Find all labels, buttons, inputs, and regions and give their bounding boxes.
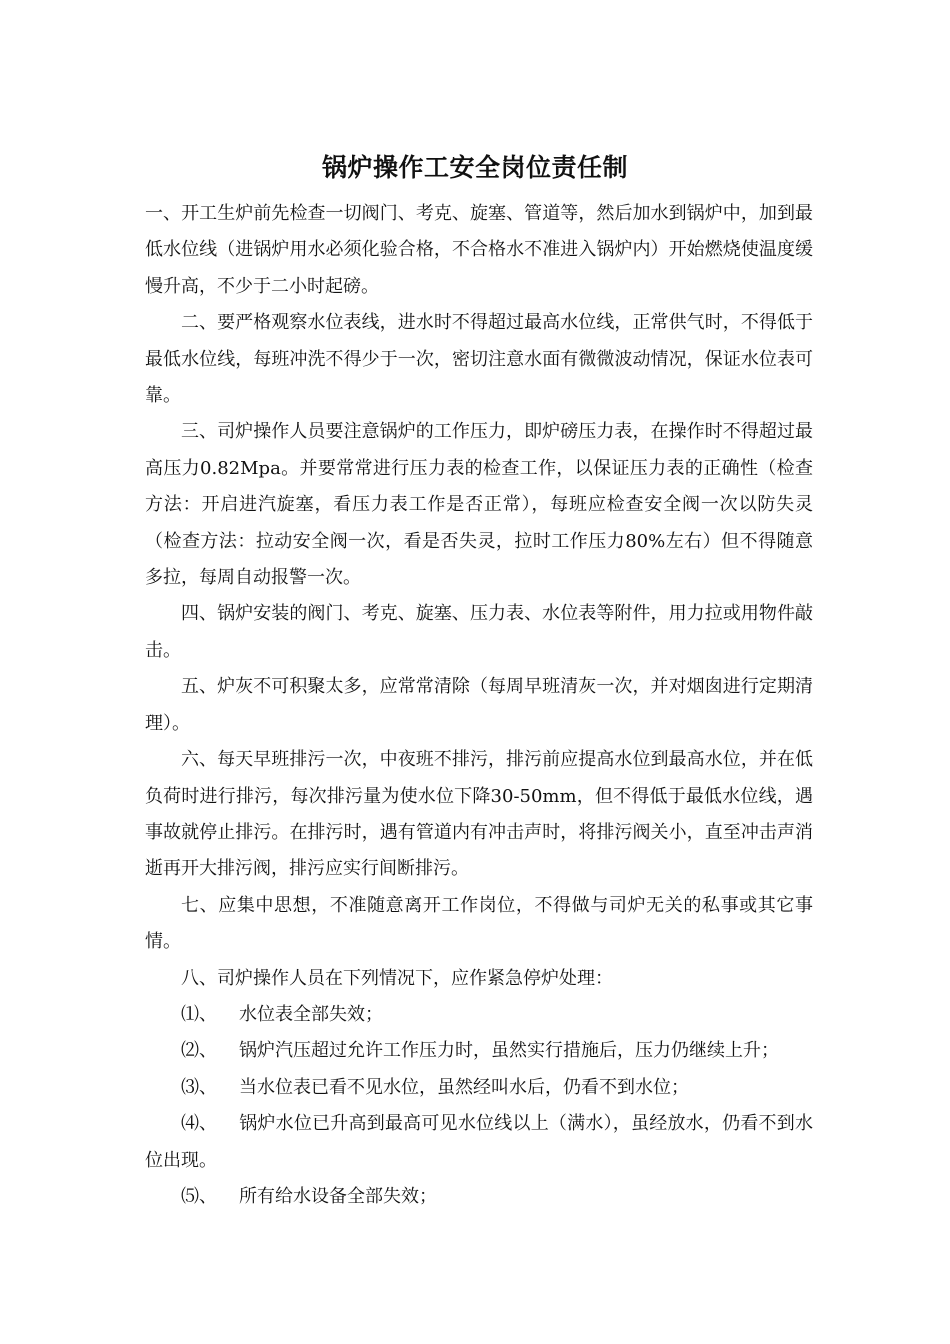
document-title: 锅炉操作工安全岗位责任制 [321, 153, 628, 182]
list-item [145, 1033, 813, 1069]
paragraph-6: 六、每天早班排污一次，中夜班不排污，排污前应提高水位到最高水位，并在低负荷时进行排污，每次排污量为使水位下降30-50mm，但不得低于最低水位线，遇事故就停止排污。在排污时，遇有管道内有冲击声时，将排污阀关小，直至冲击声消逝再开大排污阀，排污应实行间断排污。 [145, 749, 813, 880]
paragraph-3: 三、司炉操作人员要注意锅炉的工作压力，即炉磅压力表，在操作时不得超过最高压力0.82Mpa。并要常常进行压力表的检查工作，以保证压力表的正确性（检查方法：开启进汽旋塞，看压力表工作是否正常），每班应检查安全阀一次以防失灵（检查方法：拉动安全阀一次，看是否失灵，拉时工作压力80%左右）但不得随意多拉，每周自动报警一次。 [145, 421, 813, 589]
paragraph-2: 二、要严格观察水位表线，进水时不得超过最高水位线，正常供气时，不得低于最低水位线，每班冲洗不得少于一次，密切注意水面有微微波动情况，保证水位表可靠。 [145, 312, 813, 407]
list-item-text: 锅炉汽压超过允许工作压力时，虽然实行措施后，压力仍继续上升； [239, 1040, 779, 1062]
list-item [145, 997, 813, 1033]
paragraph-4: 四、锅炉安装的阀门、考克、旋塞、压力表、水位表等附件，用力拉或用物件敲击。 [145, 603, 813, 661]
paragraph-5: 五、炉灰不可积聚太多，应常常清除（每周早班清灰一次，并对烟囱进行定期清理）。 [145, 676, 813, 734]
list-item-number: ⑸、 [181, 1185, 217, 1207]
paragraph-1: 一、开工生炉前先检查一切阀门、考克、旋塞、管道等，然后加水到锅炉中，加到最低水位线（进锅炉用水必须化验合格，不合格水不准进入锅炉内）开始燃烧使温度缓慢升高，不少于二小时起磅。 [145, 203, 813, 297]
list-item-number: ⑵、 [181, 1040, 217, 1062]
list-item [145, 1106, 813, 1179]
list-item [145, 1070, 813, 1106]
list-item-text: 所有给水设备全部失效； [239, 1185, 437, 1207]
list-item [145, 1179, 813, 1215]
list-item-number: ⑴、 [181, 1003, 217, 1025]
list-item-number: ⑷、 [181, 1113, 217, 1135]
list-item-text: 锅炉水位已升高到最高可见水位线以上（满水），虽经放水，仍看不到水位出现。 [145, 1113, 813, 1171]
list-item-number: ⑶、 [181, 1076, 217, 1098]
paragraph-8: 八、司炉操作人员在下列情况下，应作紧急停炉处理： [181, 967, 613, 989]
list-item-text: 当水位表已看不见水位，虽然经叫水后，仍看不到水位； [239, 1076, 689, 1098]
paragraph-7: 七、应集中思想，不准随意离开工作岗位，不得做与司炉无关的私事或其它事情。 [145, 894, 813, 953]
list-item-text: 水位表全部失效； [239, 1003, 383, 1025]
document-body [145, 196, 813, 1215]
